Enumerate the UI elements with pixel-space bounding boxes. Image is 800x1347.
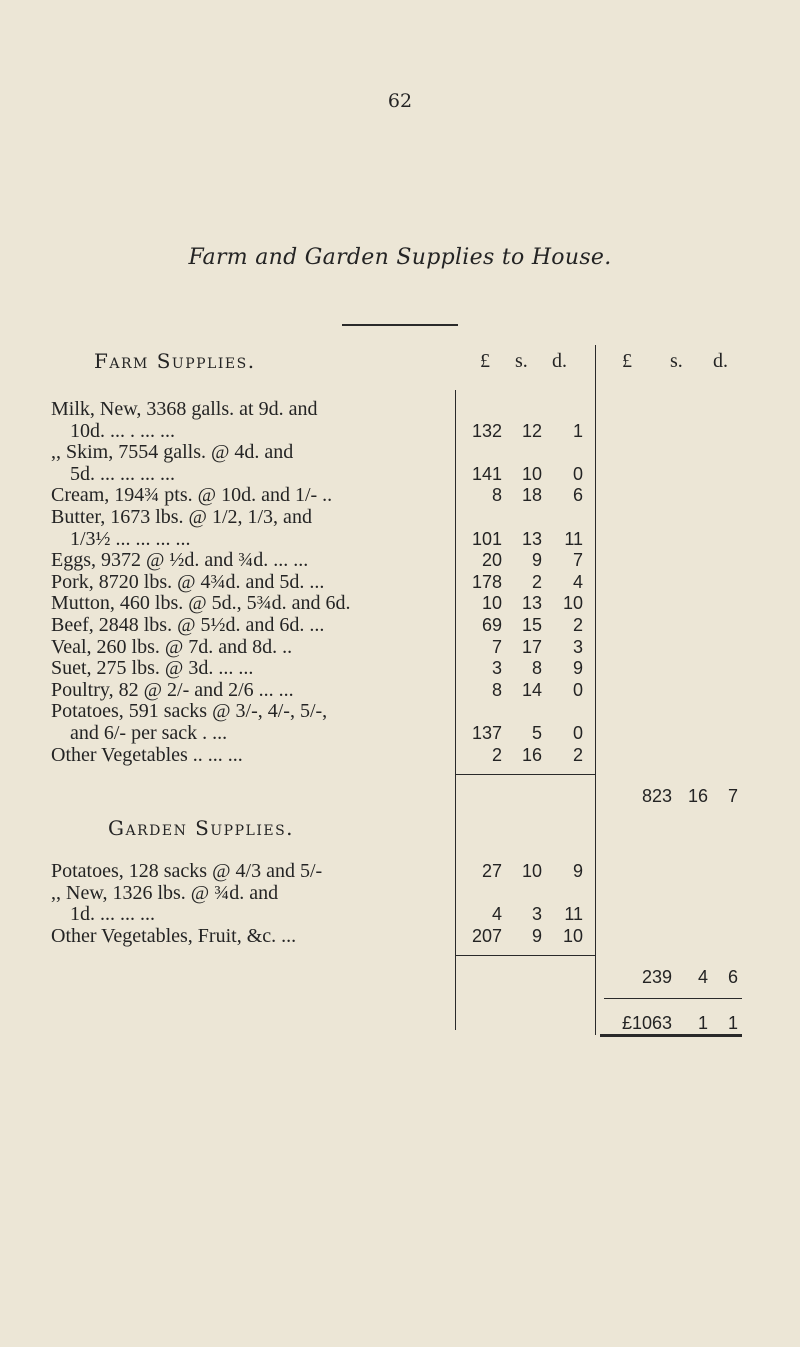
grand-total-rule-bottom	[600, 1034, 742, 1037]
grand-total-shillings: 1	[697, 1013, 708, 1033]
garden-row-shillings: 9	[531, 925, 542, 946]
farm-subtotal-rule	[455, 774, 595, 775]
farm-row-label: Cream, 194¾ pts. @ 10d. and 1/- ..	[51, 484, 333, 507]
farm-row-pounds: 69	[481, 615, 502, 635]
farm-row-pence: 4	[572, 571, 583, 592]
farm-row-pence: 9	[572, 658, 583, 679]
farm-row-pence: 0	[572, 463, 583, 484]
farm-row-pence: 7	[572, 550, 583, 571]
farm-row-label-cont: 10d. ... . ... ...	[70, 419, 175, 442]
farm-row-label: Butter, 1673 lbs. @ 1/2, 1/3, and	[51, 506, 312, 528]
farm-row-shillings: 8	[531, 658, 542, 679]
farm-supplies-heading: Farm Supplies.	[94, 349, 256, 373]
farm-row-pounds: 3	[491, 658, 502, 679]
farm-row-pence: 10	[562, 593, 583, 614]
farm-row-shillings: 13	[521, 528, 542, 549]
farm-row-label: Beef, 2848 lbs. @ 5½d. and 6d. ...	[51, 614, 325, 636]
header-total-pounds: £	[622, 350, 632, 372]
farm-row-pence: 2	[572, 744, 583, 765]
header-pounds: £	[480, 350, 490, 372]
column-rule-left	[455, 390, 456, 1030]
farm-row-pounds: 7	[491, 636, 502, 657]
farm-row-label: ,, Skim, 7554 galls. @ 4d. and	[51, 441, 294, 464]
garden-total-pence: 6	[727, 967, 738, 987]
garden-row-label: ,, New, 1326 lbs. @ ¾d. and	[51, 881, 279, 904]
garden-row-pounds: 4	[491, 904, 502, 925]
farm-row-pounds: 178	[471, 571, 502, 592]
farm-row-shillings: 2	[531, 571, 542, 592]
garden-subtotal-rule	[455, 955, 595, 956]
farm-row-label: Suet, 275 lbs. @ 3d. ... ...	[51, 657, 254, 680]
farm-row-pence: 1	[572, 420, 583, 441]
farm-row-label: Eggs, 9372 @ ½d. and ¾d. ... ...	[51, 549, 309, 572]
header-shillings: s.	[515, 350, 528, 372]
farm-row-shillings: 10	[521, 463, 542, 484]
farm-row-pounds: 132	[471, 420, 502, 441]
farm-row-label: Mutton, 460 lbs. @ 5d., 5¾d. and 6d.	[51, 592, 351, 615]
farm-row-label: Potatoes, 591 sacks @ 3/-, 4/-, 5/-,	[51, 700, 328, 723]
farm-row-pence: 3	[572, 636, 583, 657]
farm-row-pence: 0	[572, 679, 583, 700]
garden-row-shillings: 3	[531, 904, 542, 925]
garden-supplies-heading: Garden Supplies.	[108, 816, 295, 840]
farm-total-pounds: 823	[641, 786, 672, 806]
farm-row-pounds: 10	[481, 593, 502, 614]
farm-row-label: Other Vegetables .. ... ...	[51, 743, 243, 766]
column-rule-right	[595, 345, 596, 1035]
farm-row-shillings: 5	[531, 723, 542, 743]
grand-total-rule-top	[604, 998, 742, 999]
farm-row-label: Pork, 8720 lbs. @ 4¾d. and 5d. ...	[51, 570, 325, 593]
farm-row-shillings: 13	[521, 593, 542, 614]
farm-row-pounds: 8	[491, 679, 502, 700]
header-total-shillings: s.	[670, 350, 683, 372]
farm-row-label: Milk, New, 3368 galls. at 9d. and	[51, 398, 318, 420]
farm-row-shillings: 16	[521, 744, 542, 765]
header-total-pence: d.	[713, 350, 728, 372]
farm-row-label-cont: and 6/- per sack . ...	[70, 722, 228, 744]
farm-row-shillings: 12	[521, 420, 542, 441]
farm-row-label: Poultry, 82 @ 2/- and 2/6 ... ...	[51, 678, 294, 701]
farm-row-pounds: 8	[491, 485, 502, 506]
farm-row-label-cont: 1/3½ ... ... ... ...	[70, 527, 191, 550]
farm-row-shillings: 15	[521, 615, 542, 635]
garden-row-pounds: 27	[481, 861, 502, 881]
farm-row-pounds: 2	[491, 744, 502, 765]
farm-row-pounds: 141	[471, 463, 502, 484]
garden-row-label: Other Vegetables, Fruit, &c. ...	[51, 924, 297, 947]
farm-row-shillings: 18	[521, 485, 542, 506]
farm-row-pence: 0	[572, 723, 583, 743]
garden-total-pounds: 239	[641, 967, 672, 987]
farm-row-pounds: 101	[471, 528, 502, 549]
page-title: Farm and Garden Supplies to House.	[188, 245, 612, 270]
garden-total-shillings: 4	[697, 967, 708, 987]
garden-row-label: Potatoes, 128 sacks @ 4/3 and 5/-	[51, 860, 323, 882]
garden-row-pence: 10	[562, 925, 583, 946]
farm-row-pence: 6	[572, 485, 583, 506]
header-pence: d.	[552, 350, 567, 372]
farm-row-pounds: 20	[481, 550, 502, 571]
garden-row-pence: 9	[572, 861, 583, 881]
farm-row-pence: 2	[572, 615, 583, 635]
grand-total-pounds: £1063	[621, 1013, 672, 1033]
farm-row-shillings: 17	[521, 636, 542, 657]
grand-total-pence: 1	[727, 1013, 738, 1033]
farm-row-pence: 11	[564, 528, 583, 549]
farm-row-shillings: 14	[521, 679, 542, 700]
title-rule	[342, 324, 458, 326]
farm-row-pounds: 137	[471, 723, 502, 743]
garden-row-label-cont: 1d. ... ... ...	[70, 903, 155, 926]
farm-row-label-cont: 5d. ... ... ... ...	[70, 462, 175, 485]
page-number: 62	[387, 90, 413, 112]
farm-row-label: Veal, 260 lbs. @ 7d. and 8d. ..	[51, 635, 293, 658]
farm-total-shillings: 16	[687, 786, 708, 806]
garden-row-pence: 11	[564, 904, 583, 925]
farm-total-pence: 7	[727, 786, 738, 806]
garden-row-shillings: 10	[521, 861, 542, 881]
garden-row-pounds: 207	[471, 925, 502, 946]
farm-row-shillings: 9	[531, 550, 542, 571]
